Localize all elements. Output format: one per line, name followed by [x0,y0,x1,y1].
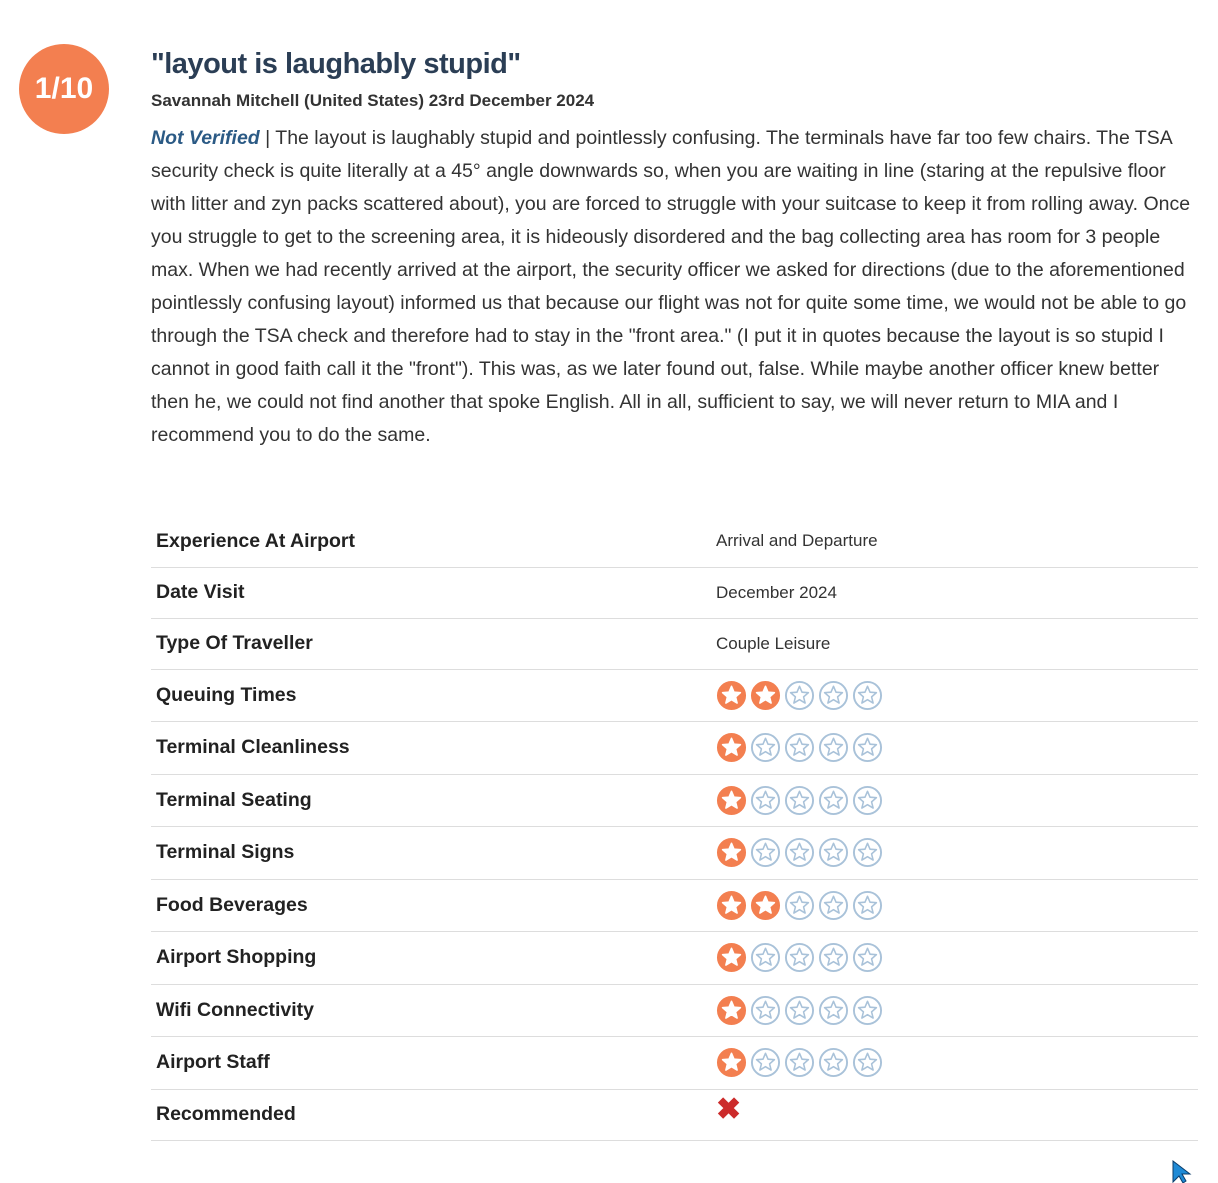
rating-label: Airport Staff [156,1051,270,1074]
star-rating [716,837,1198,868]
detail-row-experience [151,516,1198,567]
recommended-value [716,1089,1198,1140]
star-empty-icon [750,837,781,868]
star-filled-icon [750,680,781,711]
rating-value [716,669,1198,722]
star-empty-icon [852,942,883,973]
rating-value [716,984,1198,1037]
detail-row-date [151,567,1198,618]
star-rating [716,732,1198,763]
star-empty-icon [818,942,849,973]
detail-value: Couple Leisure [716,633,831,653]
star-empty-icon [818,995,849,1026]
star-filled-icon [716,680,747,711]
star-empty-icon [750,942,781,973]
star-filled-icon [716,837,747,868]
verification-separator: | [259,127,276,149]
star-empty-icon [818,680,849,711]
review-meta: Savannah Mitchell (United States) 23rd December 2024 [151,91,595,110]
star-empty-icon [818,1047,849,1078]
star-empty-icon [818,732,849,763]
rating-label: Terminal Seating [156,788,312,811]
rating-label: Queuing Times [156,683,297,706]
star-filled-icon [716,1047,747,1078]
review-text: The layout is laughably stupid and pointlessly confusing. The terminals have far too few chairs. The TSA security check is quite literally at a 45° angle downwards so, when you are waiting in line (staring at the repulsive floor with litter and zyn packs scattered about), you are forced to struggle with your suitcase to keep it from rolling away. Once you struggle to get to the screening area, it is hideously disordered and the bag collecting area has room for 3 people max. When we had recently arrived at the airport, the security officer we asked for directions (due to the aforementioned pointlessly confusing layout) informed us that because our flight was not for quite some time, we would not be able to go through the TSA check and therefore had to stay in the "front area." (I put it in quotes because the layout is so stupid I cannot in good faith call it the "front"). This was, as we later found out, false. While maybe another officer knew better then he, we could not find another that spoke English. All in all, sufficient to say, we will never return to MIA and I recommend you to do the same. [151,127,1191,446]
star-filled-icon [716,785,747,816]
star-rating [716,995,1198,1026]
star-empty-icon [784,837,815,868]
star-filled-icon [716,890,747,921]
detail-value: December 2024 [716,582,837,602]
rating-value [716,879,1198,932]
star-empty-icon [784,1047,815,1078]
star-filled-icon [716,732,747,763]
rating-label: Terminal Cleanliness [156,736,350,759]
star-empty-icon [852,785,883,816]
review-title: "layout is laughably stupid" [151,48,521,80]
verification-status: Not Verified [151,127,260,149]
star-empty-icon [852,1047,883,1078]
recommended-label: Recommended [156,1103,296,1125]
rating-value [716,1037,1198,1090]
star-rating [716,1047,1198,1078]
rating-row [151,669,1198,722]
rating-row [151,722,1198,775]
star-empty-icon [750,785,781,816]
star-empty-icon [750,732,781,763]
rating-row [151,984,1198,1037]
ratings-table [151,516,1198,1141]
detail-label: Type Of Traveller [156,632,313,654]
rating-row [151,1037,1198,1090]
rating-row [151,827,1198,880]
star-empty-icon [750,1047,781,1078]
star-empty-icon [852,890,883,921]
mouse-cursor-icon [1172,1160,1196,1183]
star-rating [716,890,1198,921]
detail-value: Arrival and Departure [716,531,878,551]
star-empty-icon [784,732,815,763]
rating-row [151,932,1198,985]
rating-label: Wifi Connectivity [156,998,314,1021]
star-empty-icon [784,890,815,921]
star-empty-icon [784,995,815,1026]
rating-row [151,774,1198,827]
rating-value [716,827,1198,880]
cross-icon: ✖ [716,1092,742,1126]
star-filled-icon [750,890,781,921]
detail-label: Experience At Airport [156,529,356,552]
star-empty-icon [852,995,883,1026]
rating-row [151,879,1198,932]
rating-value [716,932,1198,985]
star-empty-icon [852,837,883,868]
rating-value [716,774,1198,827]
star-empty-icon [784,942,815,973]
rating-value [716,722,1198,775]
star-empty-icon [750,995,781,1026]
star-empty-icon [818,890,849,921]
star-empty-icon [784,680,815,711]
rating-label: Airport Shopping [156,946,317,969]
recommended-row [151,1089,1198,1140]
star-empty-icon [852,680,883,711]
star-rating [716,680,1198,711]
star-filled-icon [716,995,747,1026]
star-empty-icon [818,785,849,816]
star-empty-icon [852,732,883,763]
star-filled-icon [716,942,747,973]
rating-label: Food Beverages [156,893,308,916]
star-empty-icon [818,837,849,868]
detail-row-traveller [151,618,1198,669]
review-content [151,44,1199,452]
detail-label: Date Visit [156,581,245,603]
star-rating [716,785,1198,816]
review-body [151,122,1201,452]
rating-label: Terminal Signs [156,841,295,864]
score-badge: 1/10 [19,44,109,134]
star-empty-icon [784,785,815,816]
star-rating [716,942,1198,973]
